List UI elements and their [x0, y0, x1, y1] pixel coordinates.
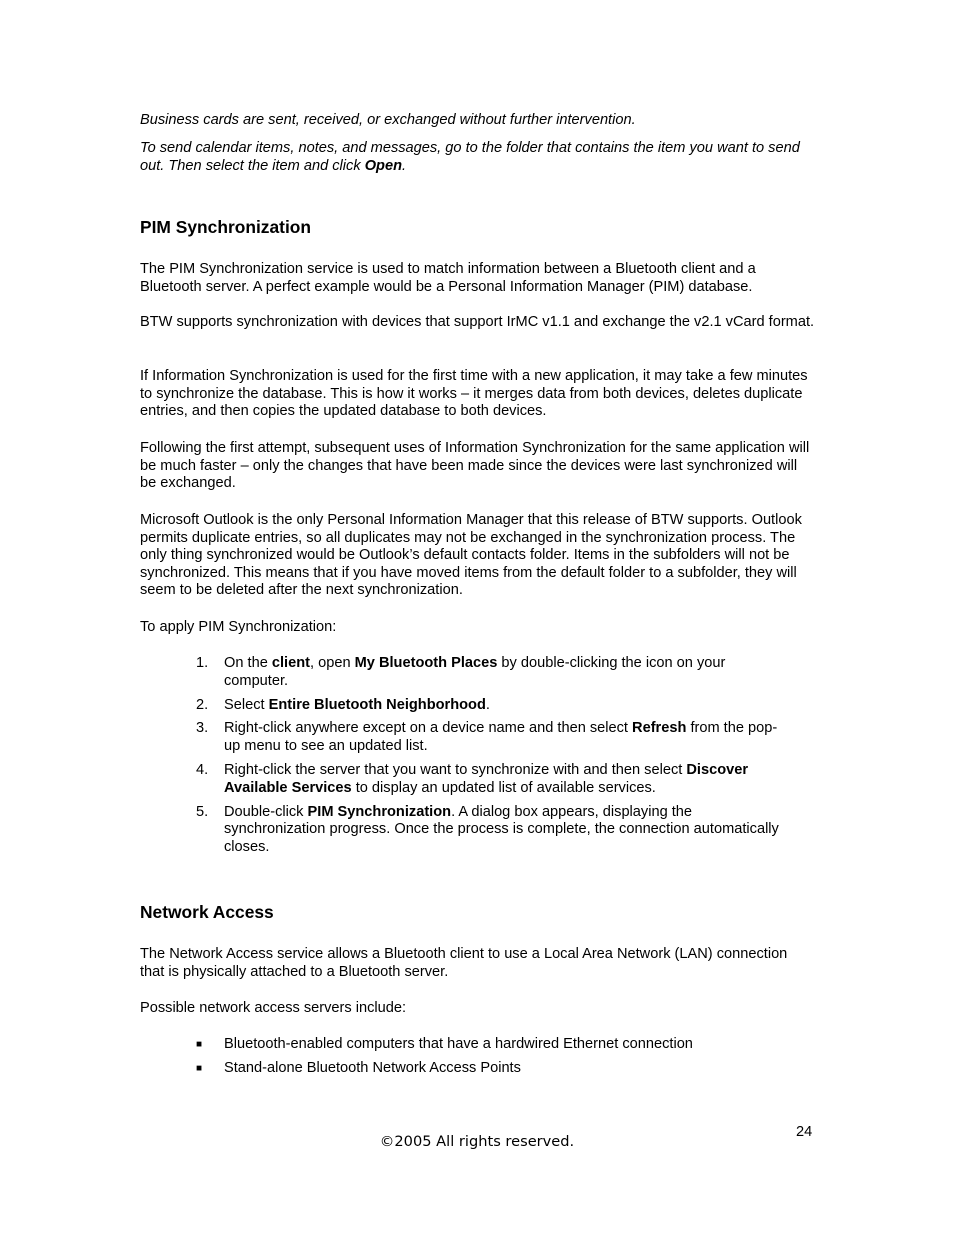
step-number: 1.	[196, 655, 209, 671]
intro-line-1: Business cards are sent, received, or exchanged without further intervention.	[140, 112, 636, 128]
network-paragraph-2: Possible network access servers include:	[140, 1000, 407, 1016]
pim-paragraph-1: The PIM Synchronization service is used to match information between a Bluetooth client and a Bluetooth server. A perfect example would be a Personal Information Manager (PIM) database.	[140, 261, 756, 295]
pim-steps-list	[196, 655, 786, 857]
intro-line-2: To send calendar items, notes, and messages, go to the folder that contains the item you want to send out. Then select the item and click Open.	[140, 140, 800, 174]
bullet-icon: ■	[196, 1062, 203, 1074]
pim-paragraph-4: Following the first attempt, subsequent uses of Information Synchronization for the same application will be much faster – only the changes that have been made since the devices were last synchronized will be exchanged.	[140, 440, 810, 492]
step-number: 2.	[196, 696, 209, 713]
network-heading: Network Access	[140, 902, 274, 922]
copyright-footer: ©2005 All rights reserved.	[379, 1133, 575, 1150]
pim-paragraph-5: Microsoft Outlook is the only Personal Information Manager that this release of BTW supports. Outlook permits duplicate entries, so all duplicates may not be exchanged in the synchronization process. The only thing synchronized would be Outlook’s default contacts folder. Items in the subfolders will not be synchronized. This means that if you have moved items from the default folder to a subfolder, they will seem to be deleted after the next synchronization.	[140, 512, 802, 599]
step-number: 3.	[196, 720, 209, 737]
list-item: ■ Stand-alone Bluetooth Network Access Points	[196, 1059, 521, 1076]
pim-paragraph-3: If Information Synchronization is used for the first time with a new application, it may take a few minutes to synchronize the database. This is how it works – it merges data from both devices, deletes duplicate entries, and then copies the updated database to both devices.	[140, 368, 808, 420]
list-item: ■ Bluetooth-enabled computers that have a hardwired Ethernet connection	[196, 1036, 693, 1052]
page-number: 24	[796, 1124, 813, 1140]
list-item: 3. Right-click anywhere except on a device name and then select Refresh from the pop-up menu to see an updated list.	[196, 720, 778, 755]
step-number: 4.	[196, 761, 209, 778]
bullet-icon: ■	[196, 1039, 203, 1050]
network-bullets-list	[196, 1036, 786, 1078]
step-number: 5.	[196, 803, 209, 820]
list-item: 4. Right-click the server that you want to synchronize with and then select Discover Available Services to display an updated list of available services.	[196, 761, 749, 796]
list-item: 5. Double-click PIM Synchronization. A dialog box appears, displaying the synchronization progress. Once the process is complete, the connection automatically closes.	[196, 803, 779, 856]
list-item: 1. On the client, open My Bluetooth Places by double-clicking the icon on your computer.	[196, 655, 726, 689]
pim-paragraph-2: BTW supports synchronization with devices that support IrMC v1.1 and exchange the v2.1 vCard format.	[140, 314, 815, 330]
network-paragraph-1: The Network Access service allows a Bluetooth client to use a Local Area Network (LAN) connection that is physically attached to a Bluetooth server.	[140, 946, 788, 980]
open-term: Open	[364, 157, 402, 174]
pim-heading: PIM Synchronization	[140, 217, 312, 237]
list-item: 2. Select Entire Bluetooth Neighborhood.	[196, 696, 490, 713]
pim-paragraph-6: To apply PIM Synchronization:	[140, 619, 337, 635]
